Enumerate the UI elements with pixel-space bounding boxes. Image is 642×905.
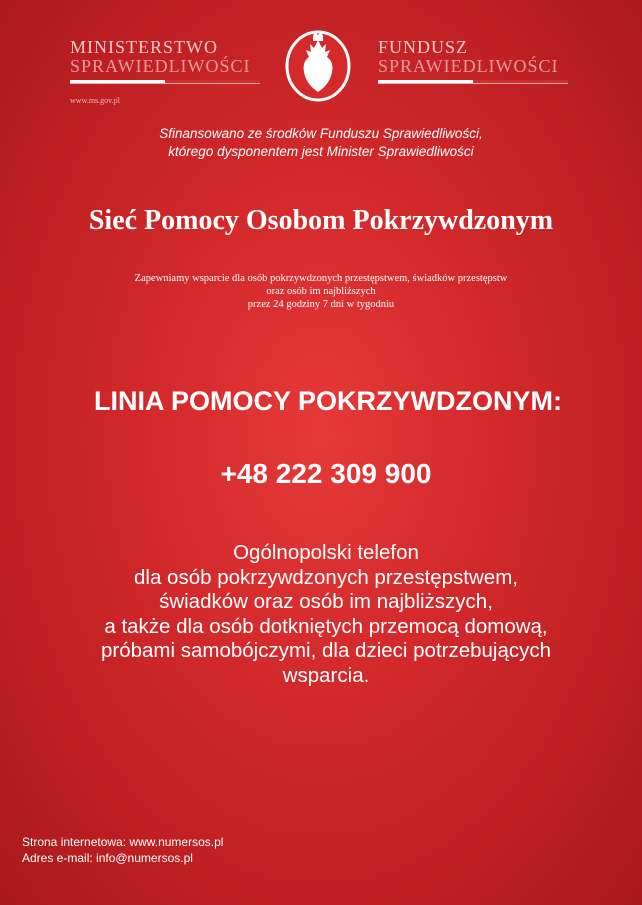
ministry-logo-bar (70, 80, 260, 84)
support-line3: przez 24 godziny 7 dni w tygodniu (247, 299, 395, 310)
helpline-description (0, 541, 642, 688)
description-line6: wsparcia. (282, 663, 370, 687)
helpline-title: LINIA POMOCY POKRZYWDZONYM: (94, 386, 562, 416)
website-label: Strona internetowa: (22, 835, 127, 849)
ministry-logo (70, 38, 270, 84)
fund-logo (378, 38, 578, 84)
white-eagle-emblem-icon (284, 26, 352, 104)
email-row (22, 850, 223, 866)
helpline-phone-number: +48 222 309 900 (220, 458, 432, 489)
description-line3: świadków oraz osób im najbliższych, (159, 590, 493, 613)
network-title: Sieć Pomocy Osobom Pokrzywdzonym (88, 205, 554, 236)
description-line4: a także dla osób dotkniętych przemocą domową, (104, 614, 548, 638)
fund-name-line2: SPRAWIEDLIWOŚCI (378, 56, 559, 76)
website-row (22, 834, 223, 850)
description-line5: próbami samobójczymi, dla dzieci potrzebujących (100, 639, 552, 662)
contact-info (22, 834, 223, 866)
ministry-name-line1: MINISTERSTWO (70, 37, 218, 57)
funding-note (0, 125, 642, 161)
funding-note-line1: Sfinansowano ze środków Funduszu Sprawiedliwości, (159, 126, 483, 141)
website-link[interactable]: www.numersos.pl (129, 835, 224, 849)
fund-name-line1: FUNDUSZ (378, 37, 469, 57)
support-line2: oraz osób im najbliższych (266, 286, 376, 297)
support-text (0, 272, 642, 311)
support-line1: Zapewniamy wsparcie dla osób pokrzywdzonych przestępstwem, świadków przestępstw (134, 273, 508, 284)
ministry-url: www.ms.gov.pl (70, 96, 120, 105)
description-line1: Ogólnopolski telefon (233, 541, 419, 564)
ministry-name-line2: SPRAWIEDLIWOŚCI (70, 56, 251, 76)
funding-note-line2: którego dysponentem jest Minister Sprawiedliwości (168, 144, 474, 159)
description-line2: dla osób pokrzywdzonych przestępstwem, (134, 565, 518, 589)
fund-logo-bar (378, 80, 568, 84)
email-label: Adres e-mail: (22, 851, 93, 865)
email-link[interactable]: info@numersos.pl (96, 851, 193, 865)
